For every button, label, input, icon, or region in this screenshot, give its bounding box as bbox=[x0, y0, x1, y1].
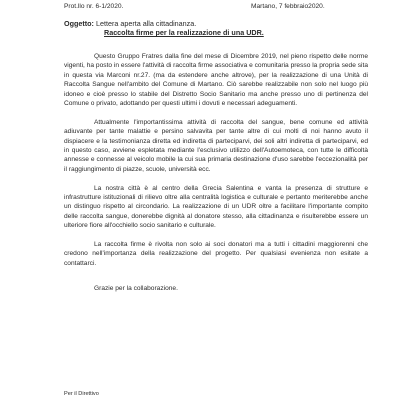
paragraph-2: Attualmente l'importantissima attività di raccolta del sangue, bene comune ed attività adiuvante per tante malattie e persino salvavita per tante altre di cui molti di noi hanno avuto il dispiacere e la testimonianza diretta ed indiretta di parteciparvi, dei soli altri indiretta di parteciparvi, ed in questo caso, avviene espletata mediante l'esclusivo utilizzo dell'Autoemoteca, con tutte le difficoltà annesse e connesse al veicolo mobile la cui sua primaria destinazione d'uso sarebbe l'eccezionalità per il raggiungimento di piazze, scuole, università ecc. bbox=[64, 118, 368, 173]
subject-label: Oggetto: bbox=[64, 19, 94, 28]
place-date: Martano, 7 febbraio2020. bbox=[251, 3, 325, 10]
paragraph-4: La raccolta firme è rivolta non solo ai soci donatori ma a tutti i cittadini maggiorenni che credono nell'importanza della realizzazione del progetto. Per qualsiasi evenienza non esitate a contattarci. bbox=[64, 241, 368, 267]
letter-subject bbox=[64, 19, 264, 37]
paragraph-3: La nostra città è al centro della Grecia Salentina e vanta la presenza di strutture e infrastrutture istituzionali di rilievo oltre alla centralità logistica e culturale e pertanto meriterebbe anche un distinguo rispetto al circondario. La realizzazione di un UDR oltre a facilitare l'importante compito delle raccolta sangue, donerebbe dignità al donatore stesso, alla cittadinanza e risulterebbe essere un ulteriore fiore all'occhiello socio sanitario e culturale. bbox=[64, 184, 368, 230]
paragraph-1: Questo Gruppo Fratres dalla fine del mese di Dicembre 2019, nel pieno rispetto delle norme vigenti, ha posto in essere l'attività di raccolta firme associativa e comunitaria presso la propria sede sita in questa via Marconi nr.27. (ma da estendere anche altrove), per la realizzazione di una Unità di Raccolta Sangue nell'ambito del Comune di Martano. Ciò sarebbe realizzabile non solo nel luogo più idoneo e cioè presso lo stabile del Distretto Socio Sanitario ma anche presso uno di pertinenza del Comune o privato, adottando per questi ultimi i dovuti e necessari adeguamenti. bbox=[64, 53, 368, 108]
paragraph-5: Grazie per la collaborazione. bbox=[94, 285, 178, 293]
protocol-number: Prot.llo nr. 6-1/2020. bbox=[64, 3, 124, 10]
signature-line: Per il Direttivo bbox=[64, 391, 99, 397]
letter-body bbox=[64, 52, 368, 303]
subject-line-1 bbox=[64, 19, 264, 28]
subject-text: Lettera aperta alla cittadinanza. bbox=[95, 19, 197, 28]
subject-line-2: Raccolta firme per la realizzazione di una UDR. bbox=[104, 28, 264, 37]
